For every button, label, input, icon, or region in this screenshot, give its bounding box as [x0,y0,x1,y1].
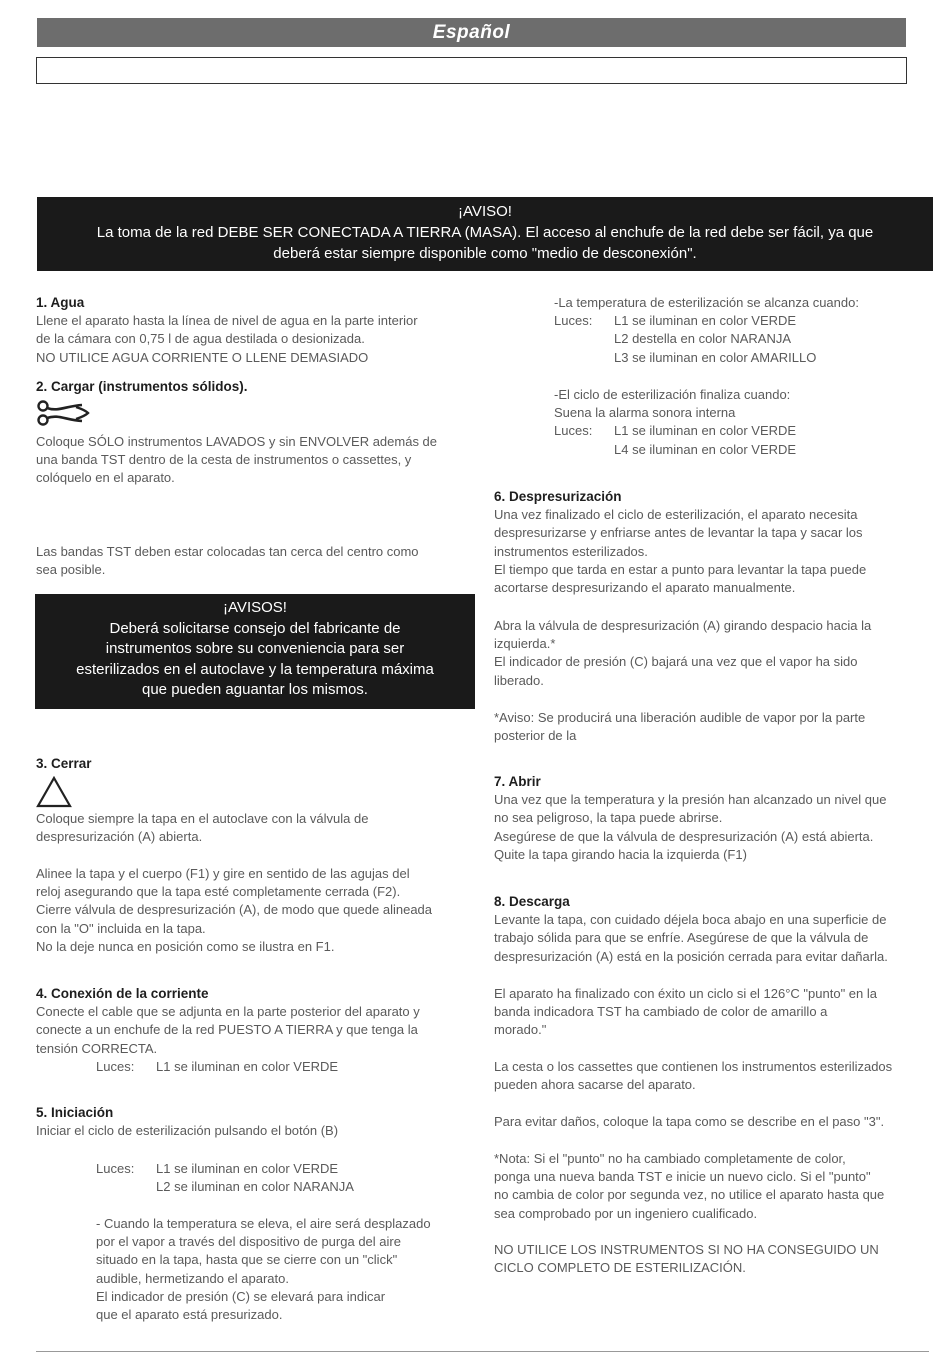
light-status-item: L1 se iluminan en color VERDE [156,1161,339,1176]
text-line: ponga una nueva banda TST e inicie un nuevo ciclo. Si el "punto" [494,1169,871,1185]
warning-line: esterilizados en el autoclave y la temperatura máxima [76,660,434,678]
section-water [36,294,481,367]
text-line: pueden ahora sacarse del aparato. [494,1077,696,1093]
section-load-note [36,543,481,579]
text-line: Levante la tapa, con cuidado déjela boca abajo en una superficie de [494,912,887,928]
warning-line: Deberá solicitarse consejo del fabricante de [109,619,401,637]
section-depressurize [494,488,934,597]
grounding-warning [37,197,933,271]
section-heading: 7. Abrir [494,774,541,789]
warning-line: La toma de la red DEBE SER CONECTADA A TIERRA (MASA). El acceso al enchufe de la red debe ser fácil, ya que [96,224,874,241]
warning-title: ¡AVISOS! [223,599,287,616]
section-unload-success [494,985,934,1040]
instruments-warning [35,594,475,709]
section-heading: 8. Descarga [494,894,570,909]
text-line: NO UTILICE AGUA CORRIENTE O LLENE DEMASIADO [36,349,369,365]
light-status-item: L1 se iluminan en color VERDE [156,1058,339,1074]
lights-label: Luces: [96,1058,135,1074]
text-line: -El ciclo de esterilización finaliza cuando: [554,387,791,402]
section-unload-lid [494,1113,934,1131]
text-line: tensión CORRECTA. [36,1040,158,1056]
section-heading: 4. Conexión de la corriente [36,986,209,1001]
text-line: Suena la alarma sonora interna [554,405,736,421]
text-line: CICLO COMPLETO DE ESTERILIZACIÓN. [494,1260,746,1276]
text-line: despresurización (A) abierta. [36,829,203,845]
lights-label: Luces: [96,1161,135,1176]
text-line: Cierre válvula de despresurización (A), de modo que quede alineada [36,902,433,918]
section-unload-warning [494,1241,934,1277]
language-header: Español [37,18,906,47]
scissors-icon [36,400,90,426]
section-unload [494,893,934,966]
text-line: liberado. [494,672,544,688]
warning-triangle-icon [36,776,72,808]
warning-title: ¡AVISO! [458,203,512,220]
warning-line: instrumentos sobre su conveniencia para ser [105,640,405,657]
section-unload-remove [494,1058,934,1094]
section-heading: 5. Iniciación [36,1105,114,1120]
text-line: una banda TST dentro de la cesta de instrumentos o cassettes, y [36,452,412,468]
text-line: *Nota: Si el "punto" no ha cambiado completamente de color, [494,1151,846,1166]
section-load [36,378,481,396]
text-line: Asegúrese de que la válvula de despresurización (A) está abierta. [494,828,874,844]
text-line: Una vez finalizado el ciclo de esterilización, el aparato necesita [494,507,858,523]
empty-frame [36,57,907,84]
text-line: despresurizarse y enfriarse antes de levantar la tapa y sacar los [494,525,863,541]
text-line: audible, hermetizando el aparato. [96,1270,289,1286]
text-line: reloj asegurando que la tapa esté completamente cerrada (F2). [36,884,401,900]
lights-status [36,1058,481,1076]
text-line: conecte a un enchufe de la red PUESTO A TIERRA y que tenga la [36,1022,418,1038]
section-start-lights [96,1160,481,1196]
text-line: -La temperatura de esterilización se alcanza cuando: [554,295,859,310]
light-status-item: L2 destella en color NARANJA [614,331,792,347]
lights-status [96,1160,481,1196]
text-line: Coloque siempre la tapa en el autoclave con la válvula de [36,811,369,826]
section-start-body [96,1215,481,1324]
light-status-item: L3 se iluminan en color AMARILLO [614,349,817,365]
light-status-item: L1 se iluminan en color VERDE [614,313,797,329]
light-status-item: L2 se iluminan en color NARANJA [156,1179,354,1195]
footer-divider [36,1351,929,1352]
text-line: situado en la tapa, hasta que se cierre con un "click" [96,1252,398,1268]
text-line: banda indicadora TST ha cambiado de color de amarillo a [494,1004,828,1020]
text-line: colóquelo en el aparato. [36,470,175,486]
text-line: NO UTILICE LOS INSTRUMENTOS SI NO HA CONSEGUIDO UN [494,1242,879,1257]
section-heading: 6. Despresurización [494,489,622,504]
warning-line: deberá estar siempre disponible como "medio de desconexión". [273,245,697,262]
text-line: despresurización (A) está en la posición cerrada para evitar dañarla. [494,948,888,964]
lights-status [554,422,934,458]
light-status-item: L4 se iluminan en color VERDE [614,441,797,457]
text-line: instrumentos esterilizados. [494,543,648,559]
sterilization-status [554,294,934,367]
text-line: de la cámara con 0,75 l de agua destilada o desionizada. [36,331,365,347]
warning-line: que pueden aguantar los mismos. [142,681,368,698]
text-line: no sea peligroso, la tapa puede abrirse. [494,810,723,826]
text-line: Iniciar el ciclo de esterilización pulsando el botón (B) [36,1123,339,1139]
text-line: Quite la tapa girando hacia la izquierda (F1) [494,846,747,862]
text-line: Una vez que la temperatura y la presión han alcanzado un nivel que [494,792,887,808]
text-line: sea posible. [36,562,106,578]
text-line: El tiempo que tarda en estar a punto para levantar la tapa puede [494,561,867,577]
text-line: por el vapor a través del dispositivo de purga del aire [96,1234,401,1250]
text-line: *Aviso: Se producirá una liberación audible de vapor por la parte [494,710,866,725]
text-line: No la deje nunca en posición como se ilustra en F1. [36,938,335,954]
text-line: Llene el aparato hasta la línea de nivel de agua en la parte interior [36,313,418,329]
text-line: Las bandas TST deben estar colocadas tan cerca del centro como [36,544,419,559]
text-line: Alinee la tapa y el cuerpo (F1) y gire en sentido de las agujas del [36,866,410,881]
text-line: Coloque SÓLO instrumentos LAVADOS y sin ENVOLVER además de [36,434,438,449]
section-power [36,985,481,1076]
section-close [36,755,481,773]
section-open [494,773,934,864]
section-depressurize-valve [494,617,934,690]
text-line: - Cuando la temperatura se eleva, el aire será desplazado [96,1216,431,1231]
text-line: Abra la válvula de despresurización (A) girando despacio hacia la [494,618,872,633]
text-line: Para evitar daños, coloque la tapa como se describe en el paso "3". [494,1114,885,1129]
section-start [36,1104,481,1140]
lights-label: Luces: [554,423,593,439]
text-line: El aparato ha finalizado con éxito un ciclo si el 126°C "punto" en la [494,986,877,1001]
section-heading: 1. Agua [36,295,85,310]
text-line: La cesta o los cassettes que contienen los instrumentos esterilizados [494,1059,893,1074]
text-line: El indicador de presión (C) bajará una vez que el vapor ha sido [494,654,858,670]
text-line: posterior de la [494,728,577,744]
text-line: con la "O" incluida en la tapa. [36,920,206,936]
section-heading: 2. Cargar (instrumentos sólidos). [36,379,248,394]
lights-label: Luces: [554,313,593,329]
section-load-body [36,433,481,488]
text-line: no cambia de color por segunda vez, no utilice el aparato hasta que [494,1187,885,1203]
section-depressurize-note [494,709,934,745]
text-line: Conecte el cable que se adjunta en la parte posterior del aparato y [36,1004,420,1020]
text-line: morado." [494,1022,547,1038]
section-unload-note [494,1150,934,1223]
text-line: sea comprobado por un ingeniero cualificado. [494,1205,758,1221]
lights-status [554,312,934,367]
cycle-end-status [554,386,934,459]
light-status-item: L1 se iluminan en color VERDE [614,423,797,439]
text-line: que el aparato está presurizado. [96,1307,283,1323]
section-close-body [36,810,481,846]
text-line: El indicador de presión (C) se elevará para indicar [96,1288,386,1304]
section-close-steps [36,865,481,956]
section-heading: 3. Cerrar [36,756,92,771]
text-line: acortarse despresurizando el aparato manualmente. [494,580,796,596]
text-line: trabajo sólida para que se enfríe. Asegúrese de que la válvula de [494,930,869,946]
text-line: izquierda.* [494,636,556,652]
